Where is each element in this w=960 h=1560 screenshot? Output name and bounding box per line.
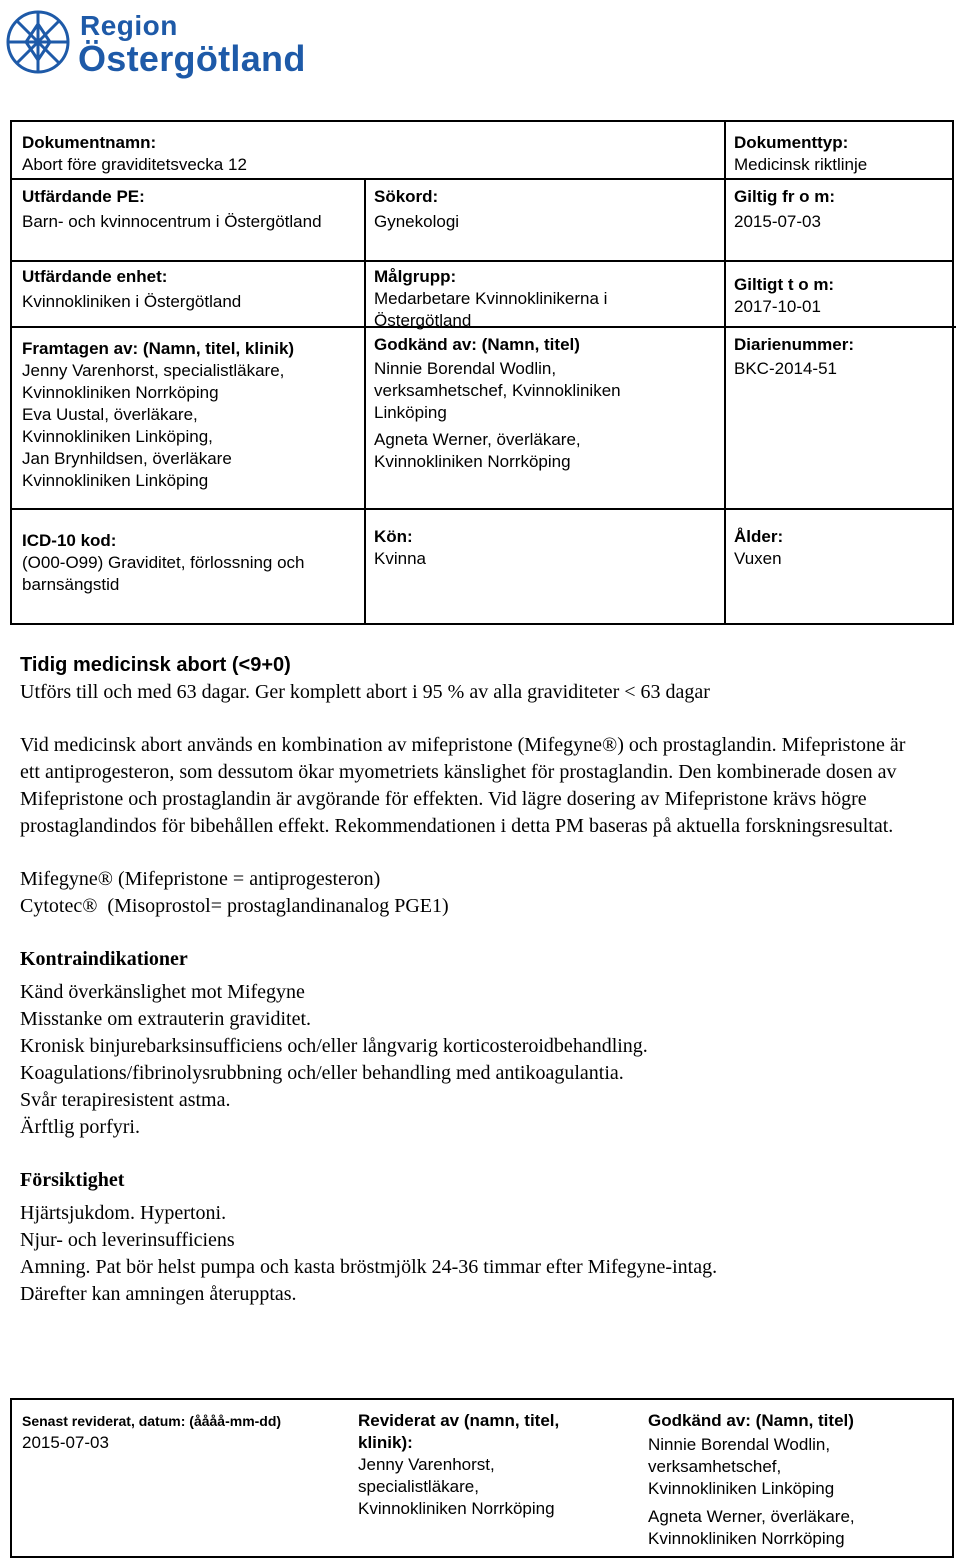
giltig-tom-value: 2017-10-01 xyxy=(734,297,821,316)
diarienummer-label: Diarienummer: xyxy=(734,335,854,354)
reviderat-value: 2015-07-03 xyxy=(22,1433,109,1452)
sokord-value: Gynekologi xyxy=(374,212,460,231)
giltig-from-label: Giltig fr o m: xyxy=(734,187,836,206)
reviderat-av-label: Reviderat av (namn, titel, klinik): xyxy=(358,1411,560,1452)
forsiktighet-item: Njur- och leverinsufficiens xyxy=(20,1229,235,1251)
malgrupp-cell xyxy=(374,266,684,332)
utfardande-enhet-label: Utfärdande enhet: xyxy=(22,267,168,286)
document-body xyxy=(20,652,940,1308)
utfardande-enhet-cell xyxy=(22,266,241,313)
footer-godkand-line: verksamhetschef, xyxy=(648,1457,782,1476)
footer-godkand-line: Kvinnokliniken Norrköping xyxy=(648,1529,845,1548)
drug-line: Mifegyne® (Mifepristone = antiprogesteron) xyxy=(20,868,381,890)
hdr-divider xyxy=(12,178,364,180)
logo-text-region: Region xyxy=(80,10,178,41)
malgrupp-value: Medarbetare Kvinnoklinikerna i Östergötland xyxy=(374,289,608,330)
kontra-item: Kronisk binjurebarksinsufficiens och/eller långvarig korticosteroidbehandling. xyxy=(20,1035,648,1057)
dokumentnamn-value: Abort före graviditetsvecka 12 xyxy=(22,155,247,174)
kon-cell xyxy=(374,526,426,570)
godkand-line: Ninnie Borendal Wodlin, xyxy=(374,359,557,378)
forsiktighet-item: Amning. Pat bör helst pumpa och kasta bröstmjölk 24-36 timmar efter Mifegyne-intag. xyxy=(20,1256,718,1278)
framtagen-line: Eva Uustal, överläkare, xyxy=(22,405,198,424)
section-heading: Tidig medicinsk abort (<9+0) xyxy=(20,654,291,676)
reviderat-av-line: Kvinnokliniken Norrköping xyxy=(358,1499,555,1518)
dokumenttyp-label: Dokumenttyp: xyxy=(734,133,849,152)
diarienummer-cell xyxy=(734,334,854,380)
reviderat-cell xyxy=(22,1410,342,1454)
kontra-item: Svår terapiresistent astma. xyxy=(20,1089,231,1111)
framtagen-line: Kvinnokliniken Norrköping xyxy=(22,383,219,402)
hdr-divider xyxy=(12,260,364,262)
framtagen-line: Jenny Varenhorst, specialistläkare, xyxy=(22,361,285,380)
hdr-divider xyxy=(12,508,952,510)
footer-godkand-cell xyxy=(648,1410,948,1550)
dokumenttyp-cell xyxy=(734,132,867,176)
hdr-divider xyxy=(724,260,954,262)
kontra-item: Känd överkänslighet mot Mifegyne xyxy=(20,981,305,1003)
hdr-divider xyxy=(364,178,724,180)
reviderat-av-cell xyxy=(358,1410,618,1520)
godkand-line: Agneta Werner, överläkare, xyxy=(374,430,581,449)
logo-text-ostergotland: Östergötland xyxy=(78,38,306,79)
godkand-cell xyxy=(374,334,621,473)
footer-godkand-line: Ninnie Borendal Wodlin, xyxy=(648,1435,831,1454)
alder-label: Ålder: xyxy=(734,527,784,546)
sokord-label: Sökord: xyxy=(374,187,439,206)
dokumenttyp-value: Medicinsk riktlinje xyxy=(734,155,868,174)
icd-cell xyxy=(22,530,362,596)
reviderat-av-line: specialistläkare, xyxy=(358,1477,479,1496)
dokumentnamn-cell xyxy=(22,132,247,176)
kon-label: Kön: xyxy=(374,527,413,546)
utfardande-pe-label: Utfärdande PE: xyxy=(22,187,145,206)
kon-value: Kvinna xyxy=(374,549,426,568)
hdr-divider-v xyxy=(364,178,366,625)
godkand-line: verksamhetschef, Kvinnokliniken xyxy=(374,381,621,400)
godkand-line: Kvinnokliniken Norrköping xyxy=(374,452,571,471)
footer-godkand-line: Agneta Werner, överläkare, xyxy=(648,1507,855,1526)
forsiktighet-item: Därefter kan amningen återupptas. xyxy=(20,1283,297,1305)
giltig-from-value: 2015-07-03 xyxy=(734,212,821,231)
utfardande-enhet-value: Kvinnokliniken i Östergötland xyxy=(22,292,242,311)
alder-cell xyxy=(734,526,783,570)
hdr-divider xyxy=(364,260,724,262)
giltig-tom-label: Giltigt t o m: xyxy=(734,275,835,294)
framtagen-line: Jan Brynhildsen, överläkare xyxy=(22,449,232,468)
reviderat-label: Senast reviderat, datum: (åååå-mm-dd) xyxy=(22,1413,282,1429)
kontraindikationer-heading: Kontraindikationer xyxy=(20,948,188,970)
reviderat-av-line: Jenny Varenhorst, xyxy=(358,1455,495,1474)
framtagen-line: Kvinnokliniken Linköping, xyxy=(22,427,213,446)
framtagen-line: Kvinnokliniken Linköping xyxy=(22,471,209,490)
document-header-table xyxy=(10,120,954,625)
region-logo-icon xyxy=(2,6,74,78)
giltig-from-cell xyxy=(734,186,835,233)
footer-godkand-line: Kvinnokliniken Linköping xyxy=(648,1479,835,1498)
intro-text: Utförs till och med 63 dagar. Ger komplett abort i 95 % av alla graviditeter < 63 dagar xyxy=(20,681,710,703)
framtagen-cell xyxy=(22,338,357,492)
icd-label: ICD-10 kod: xyxy=(22,531,117,550)
footer-godkand-label: Godkänd av: (Namn, titel) xyxy=(648,1411,854,1430)
hdr-divider-v xyxy=(724,122,726,625)
malgrupp-label: Målgrupp: xyxy=(374,267,457,286)
kontra-item: Misstanke om extrauterin graviditet. xyxy=(20,1008,312,1030)
dokumentnamn-label: Dokumentnamn: xyxy=(22,133,157,152)
drug-line: Cytotec® (Misoprostol= prostaglandinanalog PGE1) xyxy=(20,895,449,917)
godkand-label: Godkänd av: (Namn, titel) xyxy=(374,335,580,354)
diarienummer-value: BKC-2014-51 xyxy=(734,359,838,378)
sokord-cell xyxy=(374,186,459,233)
hdr-divider xyxy=(724,178,954,180)
utfardande-pe-cell xyxy=(22,186,322,233)
godkand-line: Linköping xyxy=(374,403,447,422)
utfardande-pe-value: Barn- och kvinnocentrum i Östergötland xyxy=(22,212,322,231)
region-ostergotland-logo xyxy=(0,0,306,84)
mifepristone-paragraph: Vid medicinsk abort används en kombination av mifepristone (Mifegyne®) och prostaglandin. Mifepristone är ett antiprogesteron, som dessutom ökar myometriets känslighet för prostaglandin. Den kombinerade dosen av Mifepristone och prostaglandin är avgörande för effekten. Vid lägre dosering av Mifepristone krävs högre prostaglandindos för bibehållen effekt. Rekommendationen i detta PM baseras på aktuella forskningsresultat. xyxy=(20,734,906,837)
forsiktighet-item: Hjärtsjukdom. Hypertoni. xyxy=(20,1202,227,1224)
alder-value: Vuxen xyxy=(734,549,782,568)
icd-value: (O00-O99) Graviditet, förlossning och barnsängstid xyxy=(22,553,305,594)
framtagen-label: Framtagen av: (Namn, titel, klinik) xyxy=(22,339,295,358)
revision-footer-table xyxy=(10,1398,954,1558)
forsiktighet-heading: Försiktighet xyxy=(20,1169,125,1191)
giltig-tom-cell xyxy=(734,274,834,318)
kontra-item: Ärftlig porfyri. xyxy=(20,1116,140,1138)
kontra-item: Koagulations/fibrinolysrubbning och/eller behandling med antikoagulantia. xyxy=(20,1062,624,1084)
